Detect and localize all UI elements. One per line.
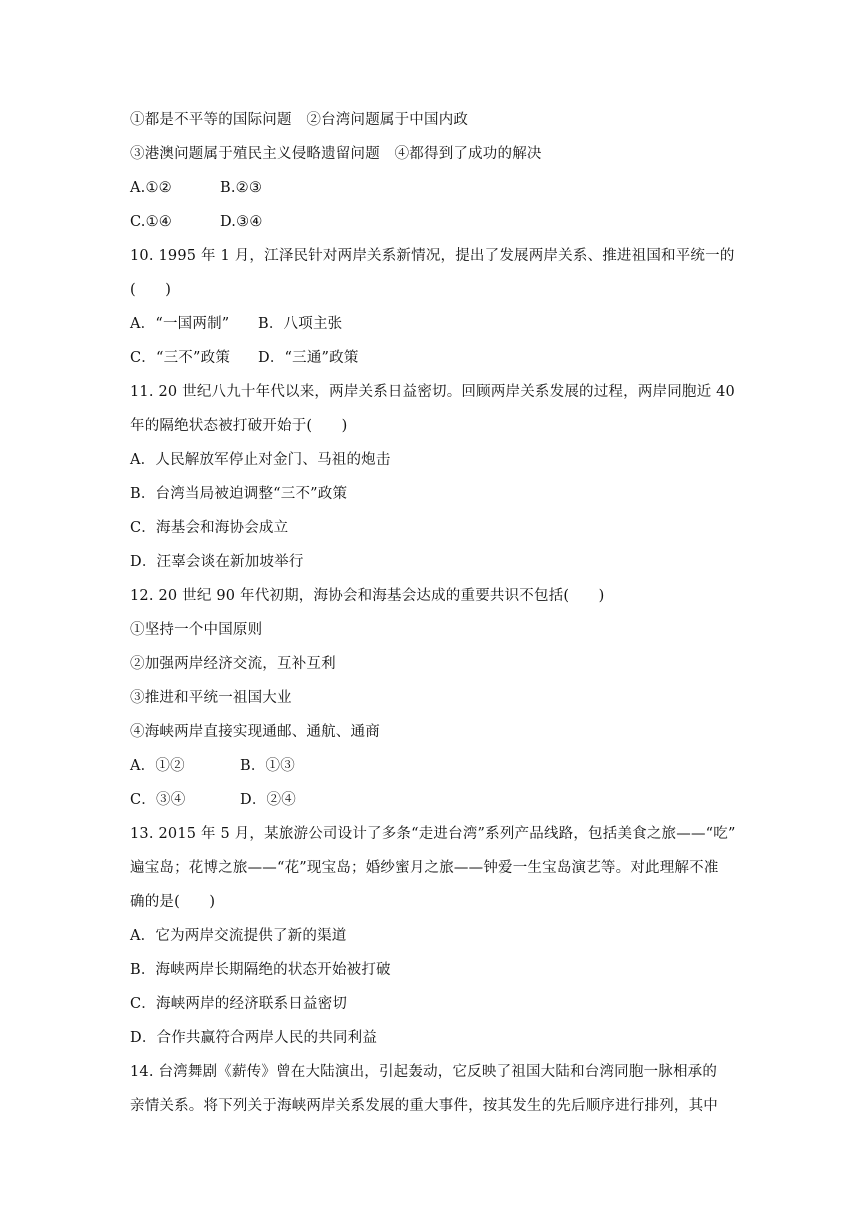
q10-options-row-1: [130, 314, 342, 334]
q9-option-a: A.①②: [130, 180, 172, 196]
q12-option-b: B．①③: [240, 758, 295, 774]
q10-stem-line-1: 10. 1995 年 1 月，江泽民针对两岸关系新情况，提出了发展两岸关系、推进祖国和平统一的: [130, 248, 735, 264]
q9-options-row-2: [130, 212, 263, 232]
q10-options-row-2: [130, 348, 359, 368]
q12-options-row-1: [130, 756, 295, 776]
q13-option-b: B．海峡两岸长期隔绝的状态开始被打破: [130, 962, 391, 978]
q11-option-d: D．汪辜会谈在新加坡举行: [130, 554, 304, 570]
q12-statement-2: ②加强两岸经济交流，互补互利: [130, 656, 336, 672]
q11-option-c: C．海基会和海协会成立: [130, 520, 289, 536]
q10-option-c: C．“三不”政策: [130, 350, 231, 366]
q14-stem-line-2: 亲情关系。将下列关于海峡两岸关系发展的重大事件，按其发生的先后顺序进行排列，其中: [130, 1098, 718, 1114]
q12-options-row-2: [130, 790, 296, 810]
q11-stem-line-2: 年的隔绝状态被打破开始于( ): [130, 418, 348, 434]
q9-option-d: D.③④: [220, 214, 263, 230]
q13-stem-line-1: 13. 2015 年 5 月，某旅游公司设计了多条“走进台湾”系列产品线路，包括美食之旅——“吃”: [130, 826, 736, 842]
q10-stem-line-2: ( ): [130, 282, 172, 298]
q13-stem-line-2: 遍宝岛；花博之旅——“花”现宝岛；婚纱蜜月之旅——钟爱一生宝岛演艺等。对此理解不准: [130, 860, 719, 876]
q13-stem-line-3: 确的是( ): [130, 894, 216, 910]
q12-option-c: C．③④: [130, 792, 186, 808]
q12-option-a: A．①②: [130, 758, 185, 774]
q9-option-b: B.②③: [220, 180, 263, 196]
q9-option-c: C.①④: [130, 214, 172, 230]
q9-statement-1-2: ①都是不平等的国际问题 ②台湾问题属于中国内政: [130, 112, 469, 128]
q11-option-b: B．台湾当局被迫调整“三不”政策: [130, 486, 348, 502]
q12-statement-1: ①坚持一个中国原则: [130, 622, 263, 638]
q13-option-d: D．合作共赢符合两岸人民的共同利益: [130, 1030, 378, 1046]
q10-option-b: B．八项主张: [258, 316, 343, 332]
q9-options-row-1: [130, 178, 262, 198]
q14-stem-line-1: 14. 台湾舞剧《薪传》曾在大陆演出，引起轰动，它反映了祖国大陆和台湾同胞一脉相承的: [130, 1064, 718, 1080]
q12-stem: 12. 20 世纪 90 年代初期，海协会和海基会达成的重要共识不包括( ): [130, 588, 605, 604]
q10-option-a: A．“一国两制”: [130, 316, 230, 332]
q12-statement-4: ④海峡两岸直接实现通邮、通航、通商: [130, 724, 380, 740]
q13-option-c: C．海峡两岸的经济联系日益密切: [130, 996, 348, 1012]
q13-option-a: A．它为两岸交流提供了新的渠道: [130, 928, 347, 944]
q11-stem-line-1: 11. 20 世纪八九十年代以来，两岸关系日益密切。回顾两岸关系发展的过程，两岸同胞近 40: [130, 384, 735, 400]
q11-option-a: A．人民解放军停止对金门、马祖的炮击: [130, 452, 391, 468]
q9-statement-3-4: ③港澳问题属于殖民主义侵略遗留问题 ④都得到了成功的解决: [130, 146, 542, 162]
q12-option-d: D．②④: [240, 792, 296, 808]
q10-option-d: D．“三通”政策: [258, 350, 359, 366]
q12-statement-3: ③推进和平统一祖国大业: [130, 690, 292, 706]
